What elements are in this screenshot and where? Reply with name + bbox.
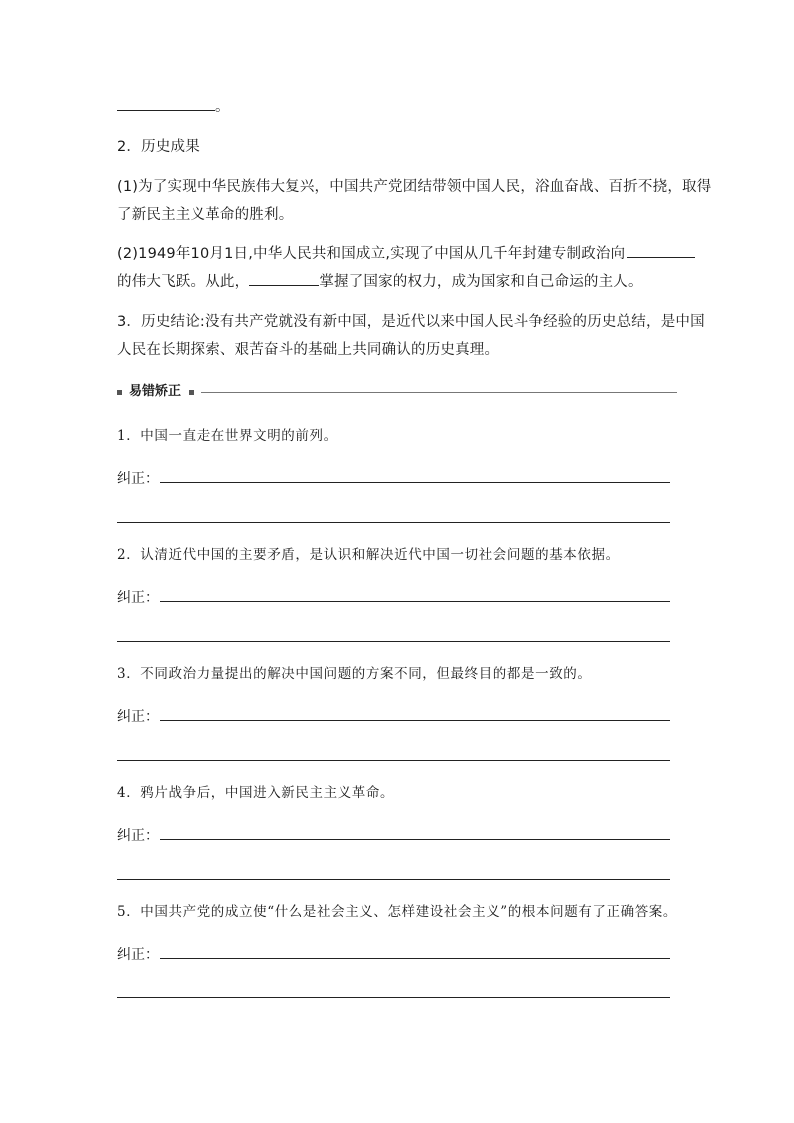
correction-label: 纠正： bbox=[117, 471, 159, 487]
period-text: 。 bbox=[215, 99, 230, 115]
section-rule bbox=[201, 392, 677, 393]
paragraph-2-text-a: (2)1949年10月1日,中华人民共和国成立,实现了中国从几千年封建专制政治向 bbox=[117, 246, 626, 262]
answer-line[interactable] bbox=[160, 839, 670, 840]
answer-line[interactable] bbox=[160, 482, 670, 483]
paragraph-2-text-b: 的伟大飞跃。从此， bbox=[117, 274, 250, 290]
top-fill-blank-line bbox=[117, 97, 230, 117]
fill-blank[interactable] bbox=[117, 97, 215, 111]
answer-line[interactable] bbox=[160, 601, 670, 602]
correction-label: 纠正： bbox=[117, 709, 159, 725]
error-item-1: 1．中国一直走在世界文明的前列。 bbox=[117, 428, 338, 444]
paragraph-2-line-2 bbox=[117, 272, 643, 292]
paragraph-1-line-2: 了新民主主义革命的胜利。 bbox=[117, 207, 294, 223]
answer-line[interactable] bbox=[117, 879, 670, 880]
answer-line[interactable] bbox=[160, 720, 670, 721]
correction-label: 纠正： bbox=[117, 828, 159, 844]
section-2-heading: 2．历史成果 bbox=[117, 139, 200, 155]
error-item-4: 4．鸦片战争后，中国进入新民主主义革命。 bbox=[117, 785, 395, 801]
answer-line[interactable] bbox=[117, 522, 670, 523]
error-item-2: 2．认清近代中国的主要矛盾，是认识和解决近代中国一切社会问题的基本依据。 bbox=[117, 547, 620, 563]
answer-line[interactable] bbox=[117, 997, 670, 998]
section-title: 易错矫正 bbox=[129, 384, 182, 399]
correction-label: 纠正： bbox=[117, 947, 159, 963]
fill-blank[interactable] bbox=[627, 244, 695, 258]
section-header-bar bbox=[117, 382, 677, 402]
square-bullet-icon bbox=[117, 390, 122, 395]
error-item-3: 3．不同政治力量提出的解决中国问题的方案不同，但最终目的都是一致的。 bbox=[117, 666, 592, 682]
answer-line[interactable] bbox=[160, 958, 670, 959]
fill-blank[interactable] bbox=[249, 272, 319, 286]
correction-label: 纠正： bbox=[117, 590, 159, 606]
section-3-line-2: 人民在长期探索、艰苦奋斗的基础上共同确认的历史真理。 bbox=[117, 342, 500, 358]
error-item-5: 5．中国共产党的成立使“什么是社会主义、怎样建设社会主义”的根本问题有了正确答案。 bbox=[117, 904, 677, 920]
square-bullet-icon bbox=[189, 390, 194, 395]
paragraph-1-line-1: (1)为了实现中华民族伟大复兴，中国共产党团结带领中国人民，浴血奋战、百折不挠，取得 bbox=[117, 179, 712, 195]
section-3-line-1: 3．历史结论:没有共产党就没有新中国，是近代以来中国人民斗争经验的历史总结，是中国 bbox=[117, 314, 705, 330]
paragraph-2-text-c: 掌握了国家的权力，成为国家和自己命运的主人。 bbox=[319, 274, 643, 290]
answer-line[interactable] bbox=[117, 760, 670, 761]
paragraph-2-line-1 bbox=[117, 244, 695, 264]
answer-line[interactable] bbox=[117, 641, 670, 642]
